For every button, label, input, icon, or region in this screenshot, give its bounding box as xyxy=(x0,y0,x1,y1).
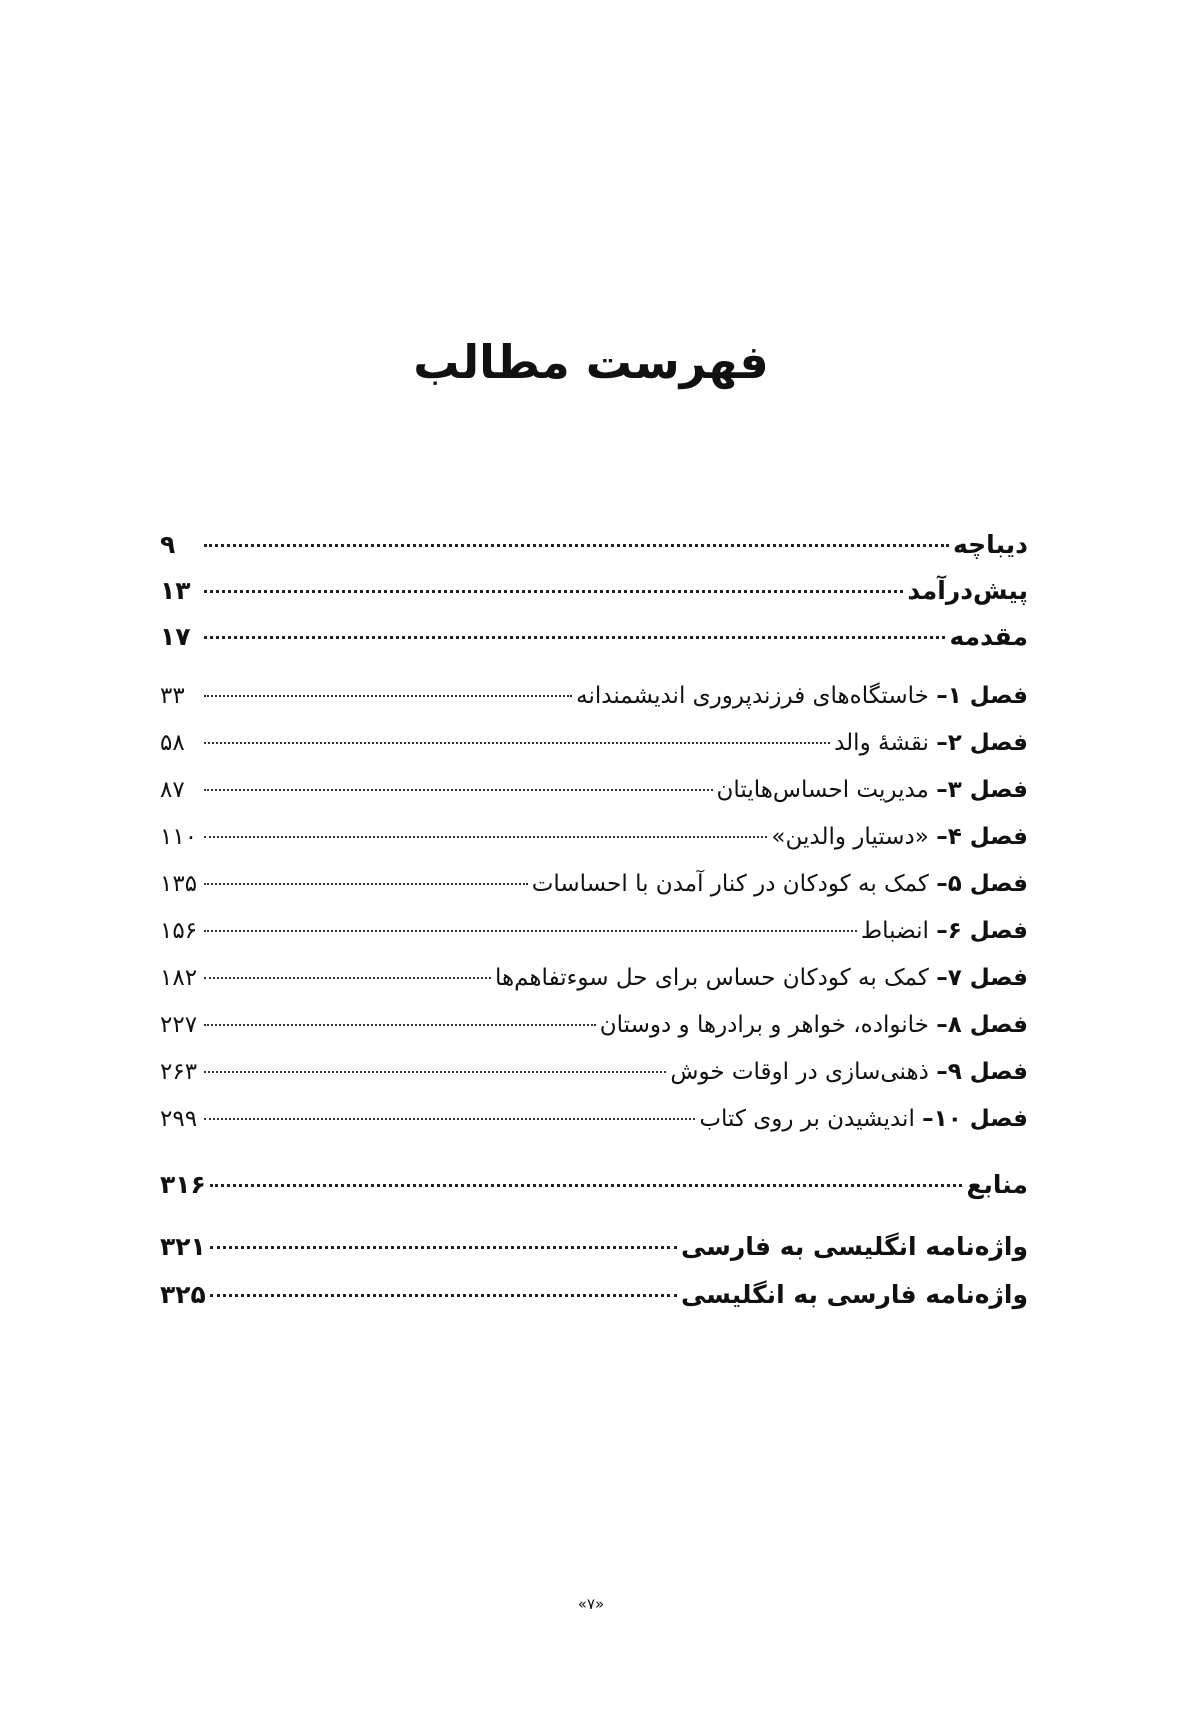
toc-entry-label: مقدمه xyxy=(949,622,1028,651)
dot-leader xyxy=(204,930,857,932)
toc-entry-introduction xyxy=(160,622,1028,662)
toc-entry-chapter-10 xyxy=(160,1106,1028,1146)
toc-page-number: ۱۳۵ xyxy=(160,871,198,897)
dot-leader xyxy=(210,1246,677,1249)
toc-entry-label xyxy=(834,730,1028,756)
chapter-prefix: فصل ۱– xyxy=(936,683,1028,709)
toc-entry-chapter-4 xyxy=(160,824,1028,864)
chapter-title: کمک به کودکان حساس برای حل سوءتفاهم‌ها xyxy=(494,965,929,991)
toc-page-number: ۱۵۶ xyxy=(160,918,198,944)
dot-leader xyxy=(204,1024,596,1026)
chapter-title: کمک به کودکان در کنار آمدن با احساسات xyxy=(531,871,929,897)
toc-entry-label: پیش‌درآمد xyxy=(907,576,1028,605)
toc-entry-chapter-8 xyxy=(160,1012,1028,1052)
chapter-title: خانواده، خواهر و برادرها و دوستان xyxy=(599,1012,929,1038)
dot-leader xyxy=(210,1184,963,1187)
toc-entry-chapter-6 xyxy=(160,918,1028,958)
toc-entry-label: واژه‌نامه انگلیسی به فارسی xyxy=(681,1232,1028,1261)
toc-page-number: ۱۸۲ xyxy=(160,965,198,991)
toc-page-number: ۲۲۷ xyxy=(160,1012,198,1038)
chapter-title: مدیریت احساس‌هایتان xyxy=(716,777,929,803)
chapter-title: نقشهٔ والد xyxy=(834,730,929,756)
toc-page-number: ۸۷ xyxy=(160,777,185,803)
toc-entry-prelude xyxy=(160,576,1028,616)
toc-page-number: ۱۳ xyxy=(160,576,191,605)
chapter-title: «دستیار والدین» xyxy=(771,824,929,850)
toc-entry-chapter-3 xyxy=(160,777,1028,817)
dot-leader xyxy=(204,742,830,744)
toc-page-number: ۱۷ xyxy=(160,622,191,651)
chapter-prefix: فصل ۸– xyxy=(936,1012,1028,1038)
dot-leader xyxy=(204,836,767,838)
page-title: فهرست مطالب xyxy=(413,335,769,389)
toc-entry-label xyxy=(576,683,1028,709)
chapter-title: ذهنی‌سازی در اوقات خوش xyxy=(670,1059,929,1085)
toc-entry-label: واژه‌نامه فارسی به انگلیسی xyxy=(681,1280,1028,1309)
toc-page-number: ۲۹۹ xyxy=(160,1106,198,1132)
toc-page-number: ۳۳ xyxy=(160,683,185,709)
chapter-prefix: فصل ۶– xyxy=(936,918,1028,944)
chapter-prefix: فصل ۴– xyxy=(936,824,1028,850)
chapter-prefix: فصل ۳– xyxy=(936,777,1028,803)
toc-entry-label: دیباچه xyxy=(953,530,1028,559)
toc-entry-label xyxy=(495,965,1028,991)
toc-page-number: ۵۸ xyxy=(160,730,185,756)
chapter-title: خاستگاه‌های فرزندپروری اندیشمندانه xyxy=(576,683,929,709)
toc-entry-label xyxy=(717,777,1029,803)
toc-entry-glossary-fa-en xyxy=(160,1280,1028,1320)
chapter-prefix: فصل ۲– xyxy=(936,730,1028,756)
dot-leader xyxy=(204,636,945,639)
dot-leader xyxy=(204,695,572,697)
toc-page-number: ۳۲۵ xyxy=(160,1280,206,1309)
dot-leader xyxy=(204,1118,695,1120)
toc-entry-glossary-en-fa xyxy=(160,1232,1028,1272)
toc-entry-label xyxy=(699,1106,1028,1132)
toc-page-number: ۱۱۰ xyxy=(160,824,198,850)
toc-entry-label xyxy=(670,1059,1028,1085)
chapter-prefix: فصل ۹– xyxy=(936,1059,1028,1085)
toc-entry-chapter-5 xyxy=(160,871,1028,911)
toc-entry-chapter-1 xyxy=(160,683,1028,723)
dot-leader xyxy=(204,544,949,547)
chapter-prefix: فصل ۷– xyxy=(936,965,1028,991)
dot-leader xyxy=(204,977,491,979)
toc-entry-chapter-9 xyxy=(160,1059,1028,1099)
toc-page-number: ۲۶۳ xyxy=(160,1059,198,1085)
dot-leader xyxy=(204,789,713,791)
dot-leader xyxy=(210,1294,677,1297)
toc-entry-preface xyxy=(160,530,1028,570)
page-number-footer: «۷» xyxy=(577,1595,605,1613)
toc-entry-chapter-7 xyxy=(160,965,1028,1005)
toc-entry-references xyxy=(160,1170,1028,1210)
toc-entry-label xyxy=(600,1012,1028,1038)
toc-entry-label xyxy=(861,918,1028,944)
dot-leader xyxy=(204,590,903,593)
toc-entry-label xyxy=(532,871,1028,897)
chapter-title: انضباط xyxy=(860,918,929,944)
toc-page-number: ۳۱۶ xyxy=(160,1170,206,1199)
toc-entry-label: منابع xyxy=(966,1170,1028,1199)
chapter-prefix: فصل ۵– xyxy=(936,871,1028,897)
toc-page-number: ۳۲۱ xyxy=(160,1232,206,1261)
toc-page-number: ۹ xyxy=(160,530,176,559)
dot-leader xyxy=(204,1071,666,1073)
dot-leader xyxy=(204,883,528,885)
toc-entry-chapter-2 xyxy=(160,730,1028,770)
chapter-title: اندیشیدن بر روی کتاب xyxy=(699,1106,915,1132)
toc-entry-label xyxy=(771,824,1028,850)
chapter-prefix: فصل ۱۰– xyxy=(922,1106,1028,1132)
